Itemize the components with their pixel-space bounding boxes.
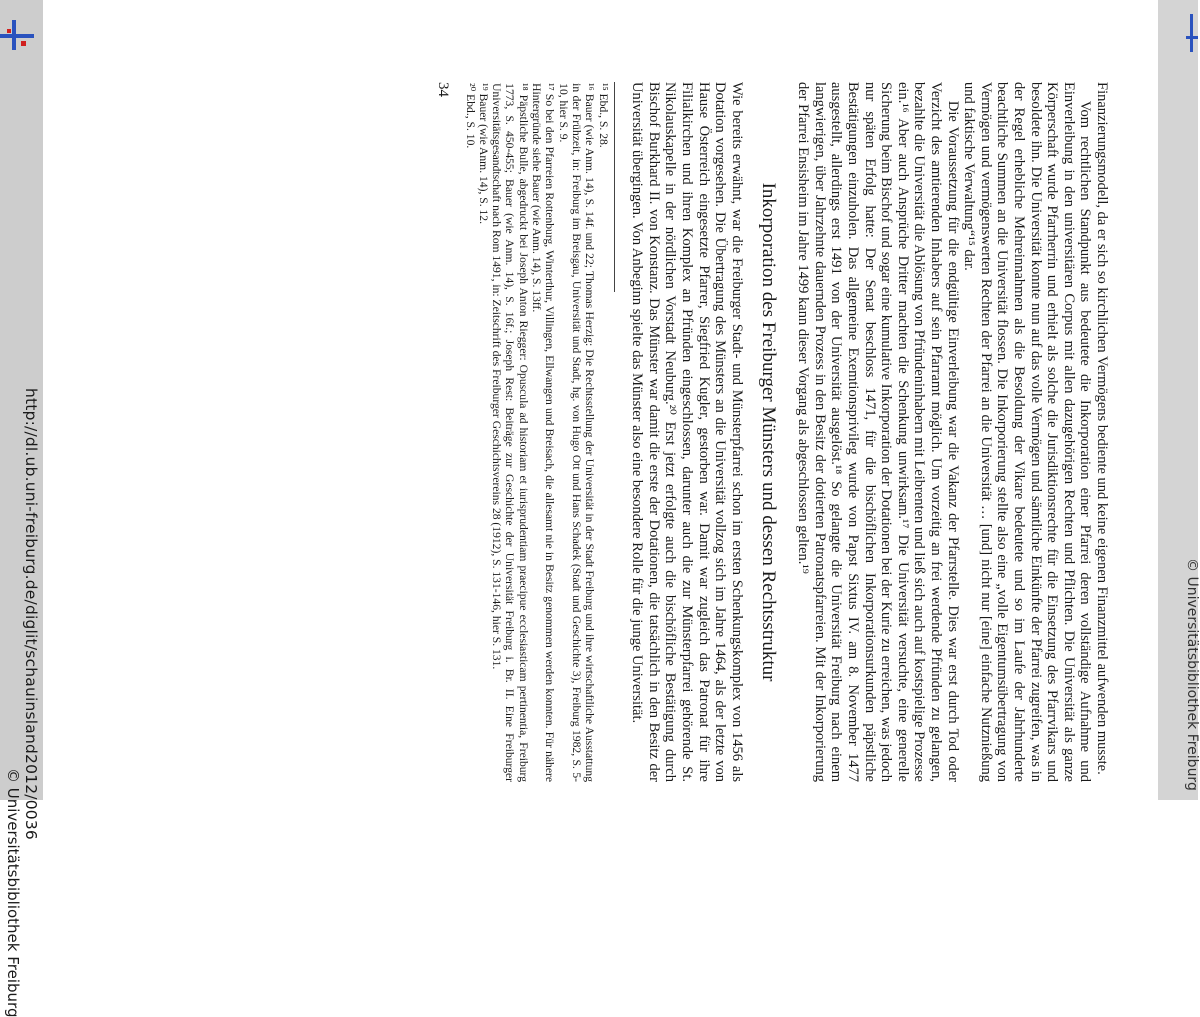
footnote-17: ¹⁷ So bei den Pfarreien Rottenburg, Winterthur, Villingen, Ellwangen und Breisach, die allesamt nie in Besitz genommen werden konnten. Für nähere Hintergründe siehe Bauer (wie Anm. 14), S. 13ff. xyxy=(530,83,557,782)
copyright-watermark: © Universitätsbibliothek Freiburg xyxy=(4,768,22,1017)
document-page xyxy=(434,82,1110,782)
footnote-19: ¹⁹ Bauer (wie Anm. 14), S. 12. xyxy=(476,83,490,224)
footnote-15: ¹⁵ Ebd., S. 28. xyxy=(596,83,610,148)
page-number: 34 xyxy=(435,82,452,97)
library-logo-icon-right xyxy=(1186,14,1198,54)
copyright-watermark-top: © Universitätsbibliothek Freiburg xyxy=(1184,558,1200,791)
library-logo-icon xyxy=(0,20,34,52)
paragraph-1: Finanzierungsmodell, da er sich so kirchlichen Vermögens bediente und keine eigenen Finanzmittel aufwenden musste. xyxy=(1094,82,1110,775)
footnote-18: ¹⁸ Päpstliche Bulle, abgedruckt bei Joseph Anton Riegger: Opuscula ad historiam et iurisprudentiam praecipue ecclesiasticam pertinentia, Freiburg 1773, S. 450-455; Bauer (wie Anm. 14), S. 16f.; Joseph Rest: Beiträge zur Geschichte der Universität Freiburg i. Br. II. Eine Freiburger Universitätsgesandtschaft nach Rom 1491, in: Zeitschrift des Freiburger Geschichtsvereins 28 (1912), S. 131-146, hier S. 131. xyxy=(490,83,530,782)
paragraph-4: Wie bereits erwähnt, war die Freiburger Stadt- und Münsterpfarrei schon im ersten Schenkungskomplex von 1456 als Dotation vorgesehen. Die Übertragung des Münsters an die Universität vollzog sich im Jahre 1464, als der letzte von Hause Österreich eingesetzte Pfarrer, Siegfried Kugler, gestorben war. Damit war zugleich das Patronat für ihre Filialkirchen und ihren Komplex an Pfründen eingeschlossen, darunter auch die zur Münsterpfarrei gehörende St. Nikolauskapelle in der nördlichen Vorstadt Neuburg.²⁰ Erst jetzt erfolgte auch die bischöfliche Bestätigung durch Bischof Burkhard II. von Konstanz. Das Münster war damit die erste der Dotationen, die tatsächlich in den Besitz der Universität übergingen. Von Anbeginn spielte das Münster also eine besondere Rolle für die junge Universität. xyxy=(629,82,745,782)
footnote-20: ²⁰ Ebd., S. 10. xyxy=(463,83,477,149)
source-url-watermark: http://dl.ub.uni-freiburg.de/diglit/schauinsland2012/0036 xyxy=(22,388,40,840)
paragraph-3: Die Voraussetzung für die endgültige Einverleibung war die Vakanz der Pfarrstelle. Dies war erst durch Tod oder Verzicht des amtierenden Inhabers auf sein Pfarramt möglich. Um vorzeitig an frei werdende Pfründen zu gelangen, bezahlte die Universität die Ablösung von Pfründeninhabern mit Leibrenten und ließ sich auch auf kostspielige Prozesse ein.¹⁶ Aber auch Ansprüche Dritter machten die Schenkung unwirksam.¹⁷ Die Universität versuchte, eine generelle Sicherung beim Bischof und sogar eine kumulative Inkorporation der Dotationen bei der Kurie zu erreichen, was jedoch nur späten Erfolg hatte: Der Senat beschloss 1471, für die bischöflichen Inkorporationsurkunden päpstliche Bestätigungen einzuholen. Das allgemeine Exemtionsprivileg wurde von Papst Sixtus IV. am 8. November 1477 ausgestellt, allerdings erst 1491 von der Universität ausgelöst.¹⁸ So gelangte die Universität Freiburg nach einem langwierigen, über Jahrzehnte dauernden Prozess in den Besitz der dotierten Patronatspfarreien. Mit der Inkorporierung der Pfarrei Ensisheim im Jahre 1499 kann dieser Vorgang als abgeschlossen gelten.¹⁹ xyxy=(795,82,961,782)
footnote-divider xyxy=(614,82,615,292)
section-heading: Inkorporation des Freiburger Münsters und dessen Rechtsstruktur xyxy=(757,182,779,682)
paragraph-2: Vom rechtlichen Standpunkt aus bedeutete die Inkorporation einer Pfarrei deren vollständige Aufnahme und Einverleibung in den universitären Corpus mit allen dazugehörigen Rechten und Pflichten. Die Universität als ganze Körperschaft wurde Pfarrherrin und erhielt als solche die Jurisdiktionsrechte für die Einsetzung des Pfarrvikars und besoldete ihn. Die Universität konnte nun auf das volle Vermögen und sämtliche Einkünfte der Pfarrei zugreifen, was in der Regel erhebliche Mehreinnahmen als die Besoldung der Vikare bedeutete und so im Laufe der Jahrhunderte beachtliche Summen an die Universität flossen. Die Inkorporierung stellte also eine „volle Eigentumsübertragung von Vermögen und vermögenswerten Rechten der Pfarrei an die Universität … [und] nicht nur [eine] einfache Nutznießung und faktische Verwaltung“¹⁵ dar. xyxy=(961,82,1094,782)
footnote-16: ¹⁶ Bauer (wie Anm. 14), S. 14f. und 22; Thomas Herzig: Die Rechtsstellung der Universität in der Stadt Freiburg und ihre wirtschaftliche Ausstattung in der Frühzeit, in: Freiburg im Breisgau, Universität und Stadt, hg. von Hugo Ott und Hans Schadek (Stadt und Geschichte 3), Freiburg 1982, S. 5-10, hier S. 9. xyxy=(556,83,597,782)
